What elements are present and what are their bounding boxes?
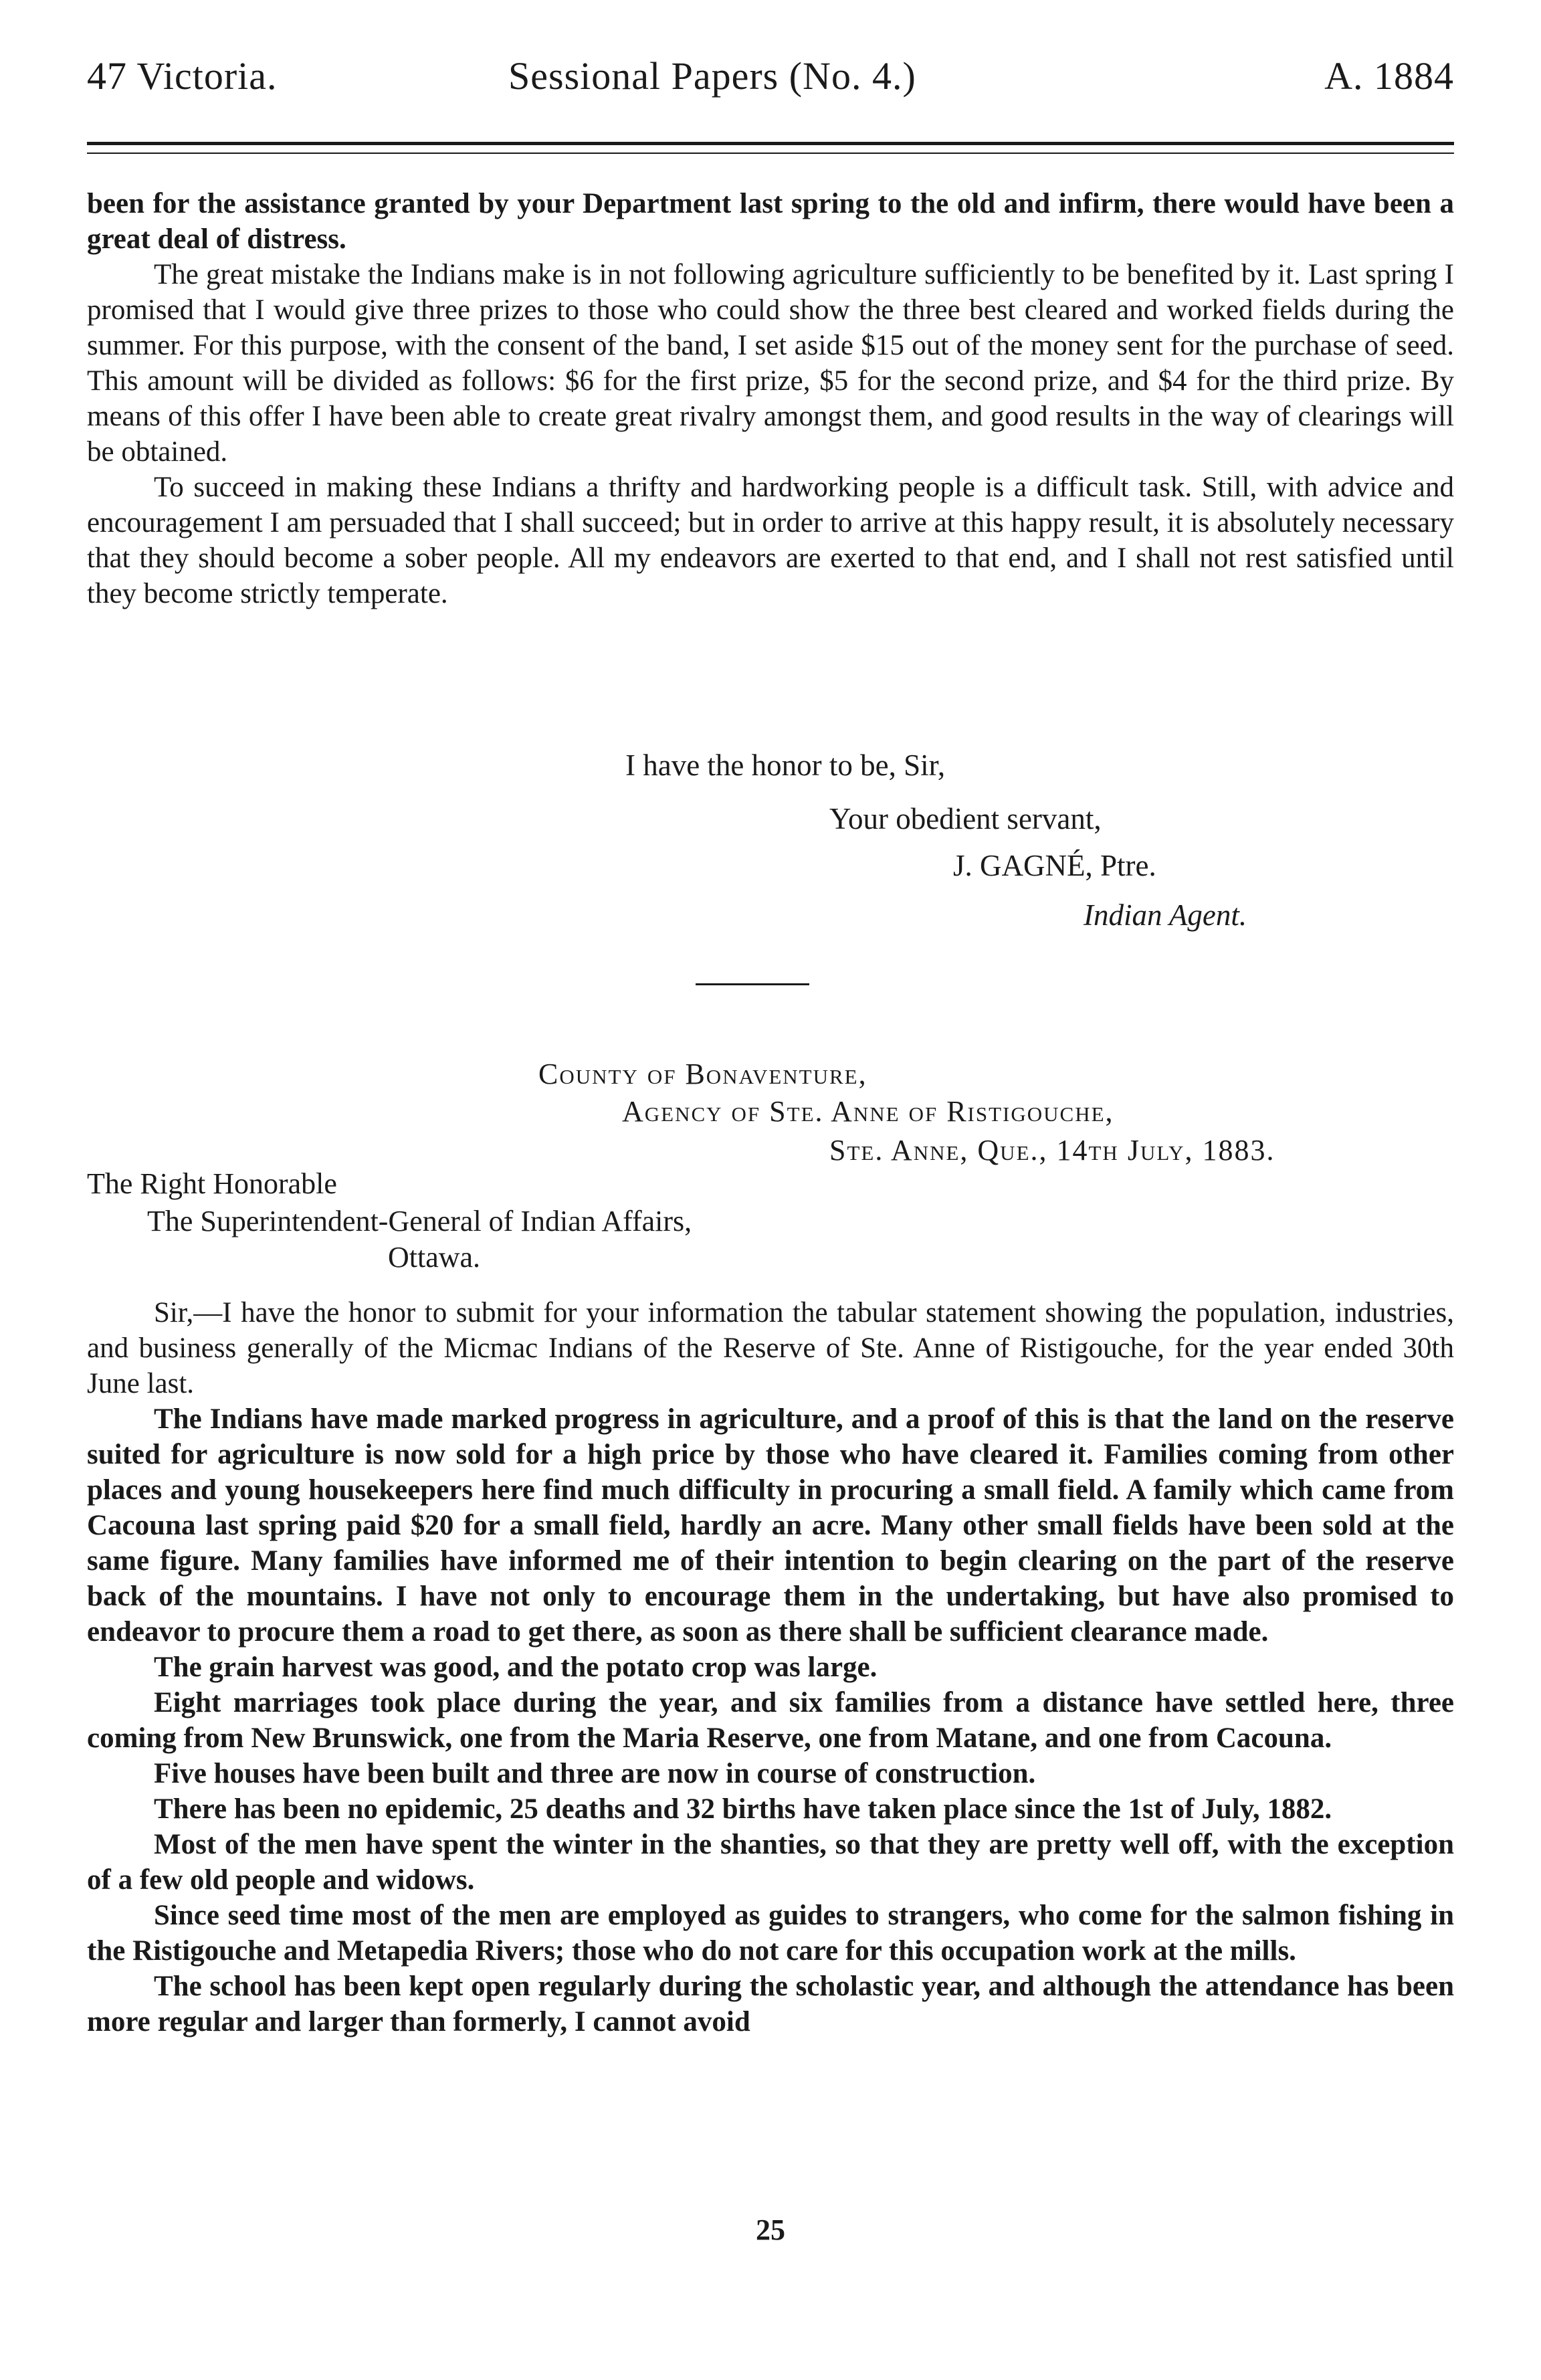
section-divider — [696, 983, 809, 985]
letter2-address-line3: Ste. Anne, Que., 14th July, 1883. — [829, 1134, 1275, 1167]
paragraph: Eight marriages took place during the year, and six families from a distance have settled here, three coming from New Brunswick, one from the Maria Reserve, one from Matane, and one from Cacouna. — [87, 1687, 1454, 1754]
paragraph: Since seed time most of the men are employed as guides to strangers, who come for the salmon fishing in the Ristigouche and Metapedia Rivers; those who do not care for this occupation work at the mills. — [87, 1900, 1454, 1967]
letter1-closing: I have the honor to be, Sir, — [625, 749, 946, 782]
paragraph: Five houses have been built and three are now in course of construction. — [154, 1758, 1036, 1789]
letter2-recipient-line3: Ottawa. — [388, 1241, 481, 1274]
letter1-signature: J. GAGNÉ, Ptre. — [953, 849, 1156, 882]
header-volume: 47 Victoria. — [87, 54, 278, 98]
letter2-address-line2: Agency of Ste. Anne of Ristigouche, — [622, 1095, 1114, 1128]
paragraph: Most of the men have spent the winter in the shanties, so that they are pretty well off, with the exception of a few old people and widows. — [87, 1829, 1454, 1896]
paragraph: The school has been kept open regularly during the scholastic year, and although the attendance has been more regular and larger than formerly, I cannot avoid — [87, 1971, 1454, 2038]
paragraph: There has been no epidemic, 25 deaths and 32 births have taken place since the 1st of July, 1882. — [154, 1793, 1332, 1825]
letter1-servant: Your obedient servant, — [829, 802, 1102, 835]
running-header — [87, 47, 1454, 107]
header-rule-thin — [87, 153, 1454, 154]
letter1-body — [87, 186, 1454, 611]
paragraph: The Indians have made marked progress in agriculture, and a proof of this is that the land on the reserve suited for agriculture is now sold for a high price by those who have cleared it. Families coming from other places and young housekeepers here find much difficulty in procuring a small field. A family which came from Cacouna last spring paid $20 for a small field, hardly an acre. Many other small fields have been sold at the same figure. Many families have informed me of their intention to begin clearing on the part of the reserve back of the mountains. I have not only to encourage them in the undertaking, but have also promised to endeavor to procure them a road to get there, as soon as there shall be sufficient clearance made. — [87, 1403, 1454, 1648]
paragraph: To succeed in making these Indians a thrifty and hardworking people is a difficult task. Still, with advice and encouragement I am persuaded that I shall succeed; but in order to arrive at this happy result, it is absolutely necessary that they should become a sober people. All my endeavors are exerted to that end, and I shall not rest satisfied until they become strictly temperate. — [87, 472, 1454, 609]
letter1-title: Indian Agent. — [1084, 898, 1247, 932]
letter2-body — [87, 1295, 1454, 2040]
header-year: A. 1884 — [1324, 54, 1454, 98]
paragraph: been for the assistance granted by your Department last spring to the old and infirm, there would have been a great deal of distress. — [87, 188, 1454, 255]
paragraph: The grain harvest was good, and the potato crop was large. — [154, 1652, 878, 1683]
page-number: 25 — [756, 2213, 785, 2246]
letter2-recipient-line1: The Right Honorable — [87, 1167, 337, 1200]
paragraph: The great mistake the Indians make is in not following agriculture sufficiently to be benefited by it. Last spring I promised that I would give three prizes to those who could show the three best cleared and worked fields during the summer. For this purpose, with the consent of the band, I set aside $15 out of the money sent for the purchase of seed. This amount will be divided as follows: $6 for the first prize, $5 for the second prize, and $4 for the third prize. By means of this offer I have been able to create great rivalry amongst them, and good results in the way of clearings will be obtained. — [87, 259, 1454, 468]
header-title: Sessional Papers (No. 4.) — [508, 54, 916, 98]
header-rule-thick — [87, 142, 1454, 145]
letter2-address-line1: County of Bonaventure, — [538, 1058, 867, 1090]
letter2-recipient-line2: The Superintendent-General of Indian Affairs, — [147, 1205, 692, 1237]
paragraph: Sir,—I have the honor to submit for your information the tabular statement showing the population, industries, and business generally of the Micmac Indians of the Reserve of Ste. Anne of Ristigouche, for the year ended 30th June last. — [87, 1297, 1454, 1399]
